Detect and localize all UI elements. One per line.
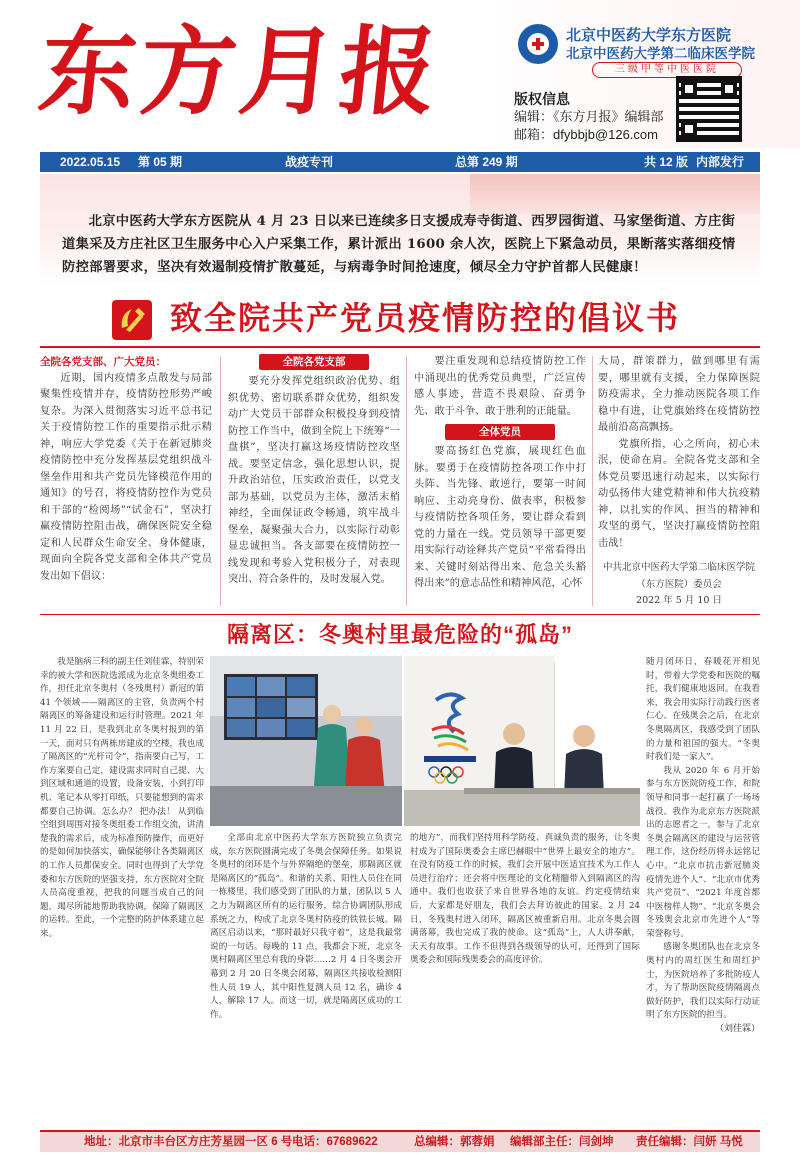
photo-beijing-2022-meeting [404,656,640,826]
editor-line: 编辑：《东方月报》编辑部 [514,109,664,124]
great-wall-decoration [470,174,760,214]
proposal-col-1 [40,354,212,585]
footer-chief-editor: 总编辑：郭蓉娟 [414,1136,495,1148]
article-col-3 [410,832,640,1128]
sign-date: 2022 年 5 月 10 日 [636,595,722,606]
article-paragraph: 的地方”，而我们坚持用科学防疫、真诚负责的服务，让冬奥村成为了国际奥委会主席巴赫眼中“世界上最安全的地方”。在没有防疫工作的时候，我们会开展中医适宜技术为工作人员进行治疗；还会将中医理论的文化精髓带入到隔离区的沟通中。我们也收获了来自世界各地的友谊。约定疫情结束后，大家都是好朋友，我们会去拜访彼此的国家。2 月 24 日，冬残奥村进入闭环，隔离区被重新启用。北京冬奥会圆满落幕，我也完成了我的使命。这“孤岛”上，人人讲奉献，天天有故事。工作不但得到各级领导的认可，还得到了国际奥委会和国际残奥委会的高度评价。 [410,833,640,966]
salutation: 全院各党支部、广大党员： [40,356,166,368]
copyright-info [514,90,664,144]
footer-deputy: 编辑部主任：闫剑坤 [510,1136,614,1148]
article-col-2 [210,832,402,1128]
dove-cross-logo-icon [518,24,558,64]
intro-text: 北京中医药大学东方医院从 4 月 23 日以来已连续多日支援成寿寺街道、西罗园街道、马家堡街道、方庄街道集采及方庄社区卫生服务中心入户采集工作，累计派出 1600 余人次，医院上下紧急动员，果断落实落细疫情防控部署要求，坚决有效遏制疫情扩散蔓延，与病毒争时间抢速度，倾尽全力守护首都人民健康！ [62,214,736,275]
section-tag-members: 全体党员 [445,424,555,440]
article-col-4 [646,656,760,1128]
footer-phone: 电话：67689622 [292,1136,378,1148]
article-paragraph: 我是脑病三科的副主任刘佳霖，特别荣幸的被大学和医院选派成为北京冬奥组委工作，担任北京冬奥村（冬残奥村）新冠的第 41 个领域——隔离区的主管，负责两个村隔离区的筹备建设和运行时管理。2021 年 11 月 22 日，是我到北京冬奥村报到的第一天，面对只有两栋房建成的空楼，我也成了隔离区的“光杆司令”，指南要白己写，工作方案要自己定，建设需求同时自己提、大到区域和通道的设置，设备安装，小到打印机、笔记本从零打印纸，只要能想到的需求都要自己协调。怎么办？ 把办法！ 从到临空组到周围对接冬奥组委工作组交流，讲清楚我的需求后，成为标准预防操作，而更好的是如何加快落实，确保能够让各类隔离区的工作人员都保安全。同时也得到了大学党委和东方医院的坚强支持，东方医院对全院人员高度重视，把我的问题当成自己的问题，竭尽所能地帮助我协调，保障了隔离区的运转。至此，一个完整的防护体系建立起来。 [40,657,204,939]
issue-distribution: 内部发行 [696,155,745,169]
hospital-name: 北京中医药大学东方医院 [566,27,732,44]
proposal-paragraph: 要高扬红色党旗，展现红色血脉。要勇于在疫情防控各项工作中打头阵、当先锋、敢逆行，要第一时间响应、主动亮身份、做表率，积极参与疫情防控各项任务，要让群众看到党的力量在一线。党员领导干部更要用实际行动诠释共产党员“平常看得出来、关键时刻站得出来、危急关头豁得出来”的意志品性和精神风范，心怀 [414,446,586,589]
copyright-title: 版权信息 [514,91,570,107]
article-paragraph: 我从 2020 年 6 月开始参与东方医院防疫工作，和院领导和同事一起打赢了一场场战役。我作为北京东方医院派出的志愿者之一，参与了北京冬奥会隔离区的建设与运营管理工作，这份经历将永远铭记心中。“北京市抗击新冠肺炎疫情先进个人”、“北京市优秀共产党员”、“2021 年度首都中医榜样人物”、“北京冬奥会冬残奥会北京市先进个人”等荣誉称号。 [646,765,760,939]
proposal-headline-row [40,292,760,344]
column-divider [220,356,221,606]
issue-bar [40,152,760,172]
signer: 中共北京中医药大学第二临床医学院 [602,562,755,573]
newspaper-title: 东方月报 [34,15,446,128]
article-col-1 [40,656,204,1128]
column-divider [592,356,593,606]
divider [40,614,760,615]
proposal-headline: 致全院共产党员疫情防控的倡议书 [170,300,681,336]
issue-number: 第 05 期 [138,155,183,169]
issue-special: 战疫专刊 [285,155,334,169]
proposal-paragraph: 大局，群策群力，做到哪里有需要，哪里就有支援，全力保障医院防疫需求，全力推动医院各项工作稳中有进，让党旗始终在疫情防控最前沿高高飘扬。 [598,356,760,433]
signer-2: （东方医院）委员会 [636,578,722,590]
section-tag-branch: 全院各党支部 [259,354,369,370]
proposal-col-2 [228,354,400,589]
divider [40,346,760,348]
issue-pages: 共 12 版 [644,155,689,169]
proposal-col-4 [598,354,760,610]
masthead [0,0,800,148]
proposal-paragraph: 要注重发现和总结疫情防控工作中涌现出的优秀党员典型，广泛宣传感人事迹，营造不畏艰险、奋勇争先、敢于斗争、敢于胜利的正能量。 [414,356,586,417]
hospital-subname: 北京中医药大学第二临床医学院 [566,46,755,61]
photo-quarantine-monitoring [210,656,402,826]
issue-total: 总第 249 期 [455,155,518,169]
proposal-paragraph: 党旗所指，心之所向，初心未泯，使命在肩。全院各党支部和全体党员要迅速行动起来，以实际行动弘扬伟大建党精神和伟大抗疫精神，以扎实的作风、担当的精神和攻坚的勇气，坚决打赢疫情防控阻击战！ [598,438,760,549]
article-headline: 隔离区：冬奥村里最危险的“孤岛” [226,622,573,647]
qr-code-icon [676,76,742,142]
proposal-col-3 [414,354,586,593]
article-body [40,656,760,1128]
proposal-paragraph: 要充分发挥党组织政治优势、组织优势、密切联系群众优势，组织发动广大党员干部群众积极投身到疫情防控工作当中，做到全院上下统筹“一盘棋”，坚决打赢这场疫情防控攻坚战。要坚定信念，强化思想认识，提升政治站位，压实政治责任，以党支部为基础，以党员为主体，激活末梢神经，全面保证政令畅通，筑牢战斗堡垒，凝聚强大合力，以实际行动彰显忠诚担当。各支部要在疫情防控一线发现和考验入党积极分子，对表现突出、符合条件的，及时发展入党。 [228,376,400,585]
column-divider [406,356,407,606]
proposal-paragraph: 近期，国内疫情多点散发与局部聚集性疫情并存，疫情防控形势严峻复杂。为深入贯彻落实习近平总书记关于疫情防控工作的重要指示批示精神，响应大学党委《关于在新冠肺炎疫情防控中充分发挥基层党组织战斗堡垒作用和共产党员先锋模范作用的通知》的号召，将疫情防控作为党员和干部的“检阅场”“试金石”，坚决打赢疫情防控阻击战，确保医院安全稳定和人民群众生命安全、身体健康，现面向全院各党支部和全体共产党员发出如下倡议： [40,372,212,582]
hospital-level-badge: 三级甲等中医医院 [592,62,742,78]
proposal-body [40,354,760,610]
footer-editors: 责任编辑：闫妍 马悦 [636,1136,743,1148]
footer-address: 地址：北京市丰台区方庄芳星园一区 6 号 [84,1136,293,1148]
footer [40,1130,760,1152]
article-author: （刘佳霖） [714,1024,760,1035]
issue-date: 2022.05.15 [60,155,121,169]
hammer-sickle-icon [112,300,152,340]
article-paragraph: 感谢冬奥团队也在北京冬奥村内的周红医生和周红护士，为医院培养了多批防疫人才，为了帮助医院疫情隔离点做好防护，我们以实际行动证明了东方医院的担当。 [646,942,760,1021]
article-paragraph: 随月闭环日，春暖花开相见时，带着大学党委和医院的嘱托，我们健康地返回。在我看来，我会用实际行动践行医者仁心。在残奥会之后，在北京冬奥隔离区，我感受到了团队的力量和祖国的强大。“冬奥时我们是一家人”。 [646,657,760,763]
intro-banner [40,174,760,286]
article-paragraph: 全部由北京中医药大学东方医院独立负责完成，东方医院圆满完成了冬奥会保障任务。如果说冬奥村的闭环是个与外界隔绝的堡垒，那隔离区就是隔离区的“孤岛”。和谐的关系、阳性人员住在同一栋楼里，我们感受到了团队的力量，团队以 5 人之力为隔离区所有的运行服务，综合协调团队形成系统之力，构成了北京冬奥村防疫的铁铁长城。隔离区启动以来，“那时最好只我守着”，这是我最常说的一句话。每晚的 11 点，我都会下班，北京冬奥村隔离区里总有我的身影……2 月 4 日冬奥会开幕到 2 月 20 日冬奥会闭幕，隔离区共接收检测阳性人员 19 人，其中阳性复测人员 12 名，确诊 4 人，解除 17 人。而这一切，就是隔离区成功的工作。 [210,833,402,1020]
email-line[interactable]: 邮箱：dfybbjb@126.com [514,127,658,142]
